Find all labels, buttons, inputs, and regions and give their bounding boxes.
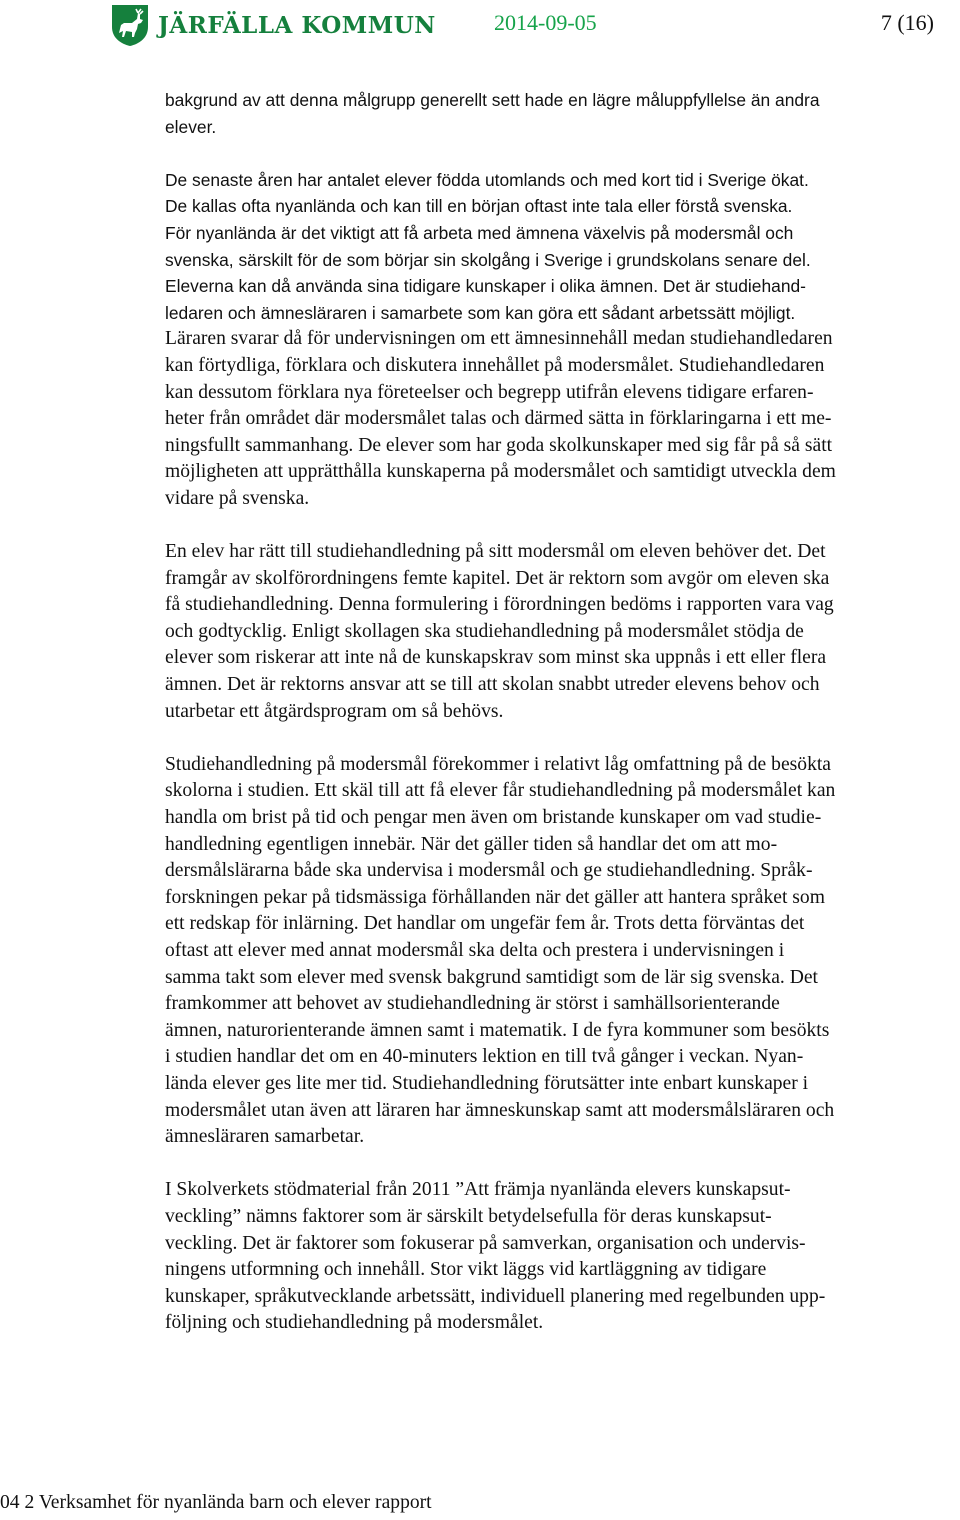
text-line: Eleverna kan då använda sina tidigare kunskaper i olika ämnen. Det är studiehand- [165, 276, 806, 297]
text-line: framkommer att behovet av studiehandledning är störst i samhällsorienterande [165, 993, 780, 1015]
text-line: elever som riskerar att inte nå de kunskapskrav som minst ska uppnås i ett eller flera [165, 647, 827, 669]
text-line: ett redskap för inlärning. Det handlar om ungefär fem år. Trots detta förväntas det [165, 913, 805, 935]
text-line: handledning egentligen innebär. När det gäller tiden så handlar det om att mo- [165, 833, 778, 855]
text-line: ämnesläraren samarbetar. [165, 1126, 365, 1148]
page-number: 7 (16) [880, 10, 934, 35]
text-line: följning och studiehandledning på modersmålet. [165, 1312, 544, 1334]
text-line: utarbetar ett åtgärdsprogram om så behövs. [165, 700, 504, 722]
document-footer: 04 2 Verksamhet för nyanlända barn och elever rapport [0, 1492, 432, 1513]
paragraph [165, 167, 960, 513]
text-line: Studiehandledning på modersmål förekommer i relativt låg omfattning på de besökta [165, 753, 832, 775]
text-line: De kallas ofta nyanlända och kan till en början oftast inte tala eller förstå svenska. [165, 196, 793, 217]
municipality-logo [110, 2, 436, 48]
page-header [0, 0, 960, 60]
text-line: Läraren svarar då för undervisningen om ett ämnesinnehåll medan studiehandledaren [165, 328, 833, 350]
text-line: i studien handlar det om en 40-minuters lektion en till två gånger i veckan. Nyan- [165, 1046, 804, 1068]
text-line: dersmålslärarna både ska undervisa i modersmål och ge studiehandledning. Språk- [165, 860, 813, 882]
text-line: och godtycklig. Enligt skollagen ska studiehandledning på modersmålet stödja de [165, 620, 804, 642]
text-line: elever. [165, 116, 217, 137]
text-line: bakgrund av att denna målgrupp generellt sett hade en lägre måluppfyllelse än andra [165, 90, 820, 110]
text-line: kan förtydliga, förklara och diskutera innehållet på modersmålet. Studiehandledaren [165, 354, 825, 376]
text-line: modersmålet utan även att läraren har ämneskunskap samt att modersmålsläraren och [165, 1099, 835, 1121]
text-line: ningsfullt sammanhang. De elever som har goda skolkunskaper med sig får på så sätt [165, 434, 833, 456]
text-line: handla om brist på tid och pengar men även om bristande kunskaper om vad studie- [165, 807, 822, 829]
text-line: veckling” nämns faktorer som är särskilt betydelsefulla för deras kunskapsut- [165, 1205, 772, 1227]
text-line: ledaren och ämnesläraren i samarbete som kan göra ett sådant arbetssätt möjligt. [165, 302, 796, 323]
paragraph [165, 1177, 960, 1337]
text-line: veckling. Det är faktorer som fokuserar på samverkan, organisation och undervis- [165, 1232, 806, 1254]
text-line: framgår av skolförordningens femte kapitel. Det är rektorn som avgör om eleven ska [165, 567, 830, 589]
text-line: möjligheten att upprätthålla kunskaperna på modersmålet och samtidigt utveckla dem [165, 461, 836, 483]
document-body [165, 87, 960, 1337]
text-line: forskningen pekar på tidsmässiga förhållanden när det gäller att hantera språket som [165, 886, 825, 908]
text-line: ämnen. Det är rektorns ansvar att se till att skolan snabbt utreder elevens behov och [165, 674, 820, 696]
text-line: heter från området där modersmålet talas och därmed sätta in förklaringarna i ett me- [165, 408, 832, 430]
text-line: oftast att elever med annat modersmål ska delta och prestera i undervisningen i [165, 940, 785, 961]
text-line: lända elever ges lite mer tid. Studiehandledning förutsätter inte enbart kunskaper i [165, 1072, 809, 1094]
text-line: svenska, särskilt för de som börjar sin skolgång i Sverige i grundskolans senare del. [165, 249, 811, 270]
text-line: De senaste åren har antalet elever födda utomlands och med kort tid i Sverige ökat. [165, 169, 809, 190]
text-line: ningens utformning och innehåll. Stor vikt läggs vid kartläggning av tidigare [165, 1259, 767, 1281]
text-line: kunskaper, språkutvecklande arbetssätt, individuell planering med regelbunden upp- [165, 1285, 826, 1307]
municipality-name: JÄRFÄLLA KOMMUN [158, 11, 436, 39]
coat-of-arms-deer-icon [110, 3, 150, 47]
document-date: 2014-09-05 [494, 10, 597, 35]
text-line: ämnen, naturorienterande ämnen samt i matematik. I de fyra kommuner som besökts [165, 1019, 830, 1041]
text-line: skolorna i studien. Ett skäl till att få elever får studiehandledning på modersmålet kan [165, 780, 836, 802]
text-line: kan dessutom förklara nya företeelser och begrepp utifrån elevens tidigare erfaren- [165, 381, 814, 403]
paragraph [165, 87, 960, 140]
paragraph [165, 539, 960, 725]
text-line: samma takt som elever med svensk bakgrund samtidigt som de lär sig svenska. Det [165, 966, 818, 988]
paragraph [165, 752, 960, 1151]
text-line: få studiehandledning. Denna formulering i förordningen bedöms i rapporten vara vag [165, 594, 834, 616]
text-line: För nyanlända är det viktigt att få arbeta med ämnena växelvis på modersmål och [165, 222, 794, 243]
text-line: En elev har rätt till studiehandledning på sitt modersmål om eleven behöver det. Det [165, 541, 826, 563]
text-line: vidare på svenska. [165, 487, 310, 509]
text-line: I Skolverkets stödmaterial från 2011 ”Att främja nyanlända elevers kunskapsut- [165, 1179, 791, 1201]
